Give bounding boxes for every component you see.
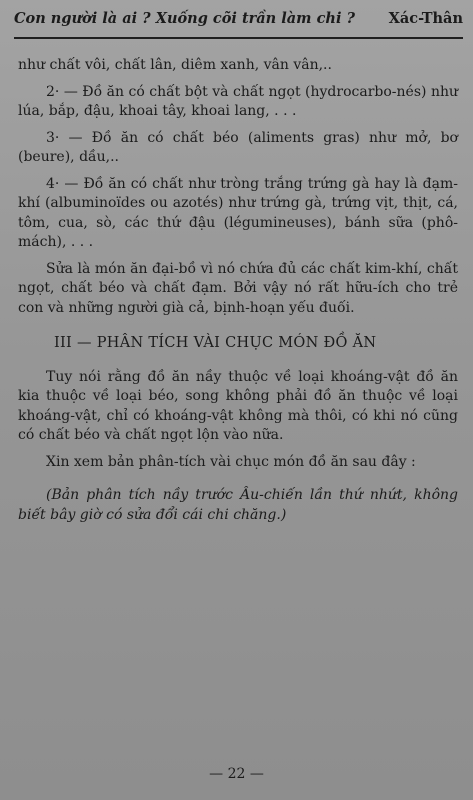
- paragraph-item-3: 3· — Đồ ăn có chất béo (aliments gras) như mở, bơ (beure), dầu,..: [18, 129, 458, 165]
- header-chapter: Xác-Thân: [388, 10, 463, 27]
- running-header: [14, 10, 463, 36]
- paragraph-item-4: 4· — Đồ ăn có chất như tròng trắng trứng gà hay là đạm-khí (albuminoïdes ou azotés) như trứng gà, trứng vịt, thịt, cá, tôm, cua, sò, các thứ đậu (légumineuses), bánh sữa (phô-mách), . . .: [18, 175, 458, 250]
- paragraph-mineral-continuation: như chất vôi, chất lân, diêm xanh, vân vân,..: [18, 57, 332, 73]
- paragraph-see-table: Xin xem bản phân-tích vài chục món đồ ăn sau đây :: [46, 453, 416, 470]
- paragraph-analysis-intro: Tuy nói rằng đồ ăn nầy thuộc về loại khoáng-vật đồ ăn kia thuộc về loại béo, song không phải đồ ăn thuộc về loại khoáng-vật, chỉ có khoáng-vật không mà thôi, có khi nó cũng có chất béo và chất ngọt lộn vào nữa.: [18, 368, 458, 443]
- page-number: — 22 —: [209, 766, 264, 782]
- header-rule: [14, 37, 463, 39]
- section-title: III — PHÂN TÍCH VÀI CHỤC MÓN ĐỒ ĂN: [54, 335, 377, 351]
- paragraph-note: (Bản phân tích nầy trước Âu-chiến lần thứ nhứt, không biết bây giờ có sửa đổi cái chi chăng.): [18, 487, 458, 523]
- page-body: [18, 56, 458, 532]
- paragraph-milk: Sửa là món ăn đại-bồ vì nó chứa đủ các chất kim-khí, chất ngọt, chất béo và chất đạm. Bởi vậy nó rất hữu-ích cho trẻ con và những người già cả, bịnh-hoạn yếu đuối.: [18, 260, 458, 316]
- header-title: Con người là ai ? Xuống cõi trần làm chi ?: [14, 10, 355, 27]
- paragraph-item-2: 2· — Đồ ăn có chất bột và chất ngọt (hydrocarbo-nés) như lúa, bắp, đậu, khoai tây, khoai lang, . . .: [18, 83, 458, 119]
